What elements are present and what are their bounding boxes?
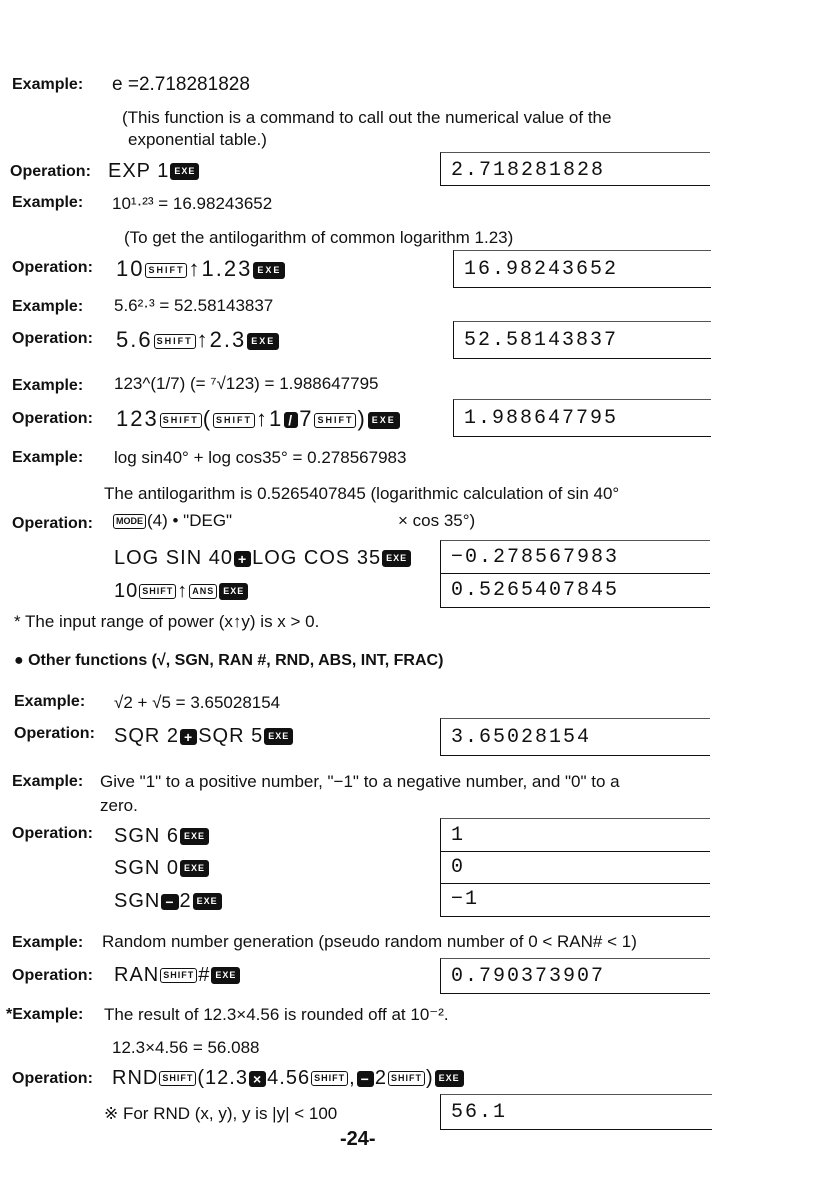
sgn-operation-3	[114, 890, 223, 913]
sgn-example-line1: Give "1" to a positive number, "−1" to a negative number, and "0" to a	[100, 772, 620, 791]
operation-label: Operation:	[14, 725, 95, 742]
log-note-line1: The antilogarithm is 0.5265407845 (logarithmic calculation of sin 40°	[104, 484, 620, 503]
sgn-op2: SGN 0	[114, 857, 180, 879]
example-label: Example:	[12, 449, 84, 466]
plus-key-icon: +	[234, 551, 251, 567]
sgn-op3-b: 2	[179, 890, 192, 912]
pow10-display: 16.98243652	[453, 250, 711, 288]
e-note-line1: (This function is a command to call out the numerical value of the	[122, 108, 612, 127]
operation-label: Operation:	[12, 1070, 93, 1087]
log-op-c: 10	[114, 580, 139, 602]
shift-key-icon: SHIFT	[311, 1071, 348, 1086]
minus-key-icon: −	[161, 894, 178, 910]
shift-key-icon: SHIFT	[160, 968, 197, 983]
e-example: e =2.718281828	[112, 74, 250, 95]
pow-operation: 5.6 SHIFT ↑2.3 EXE	[116, 327, 280, 353]
operation-label: Operation:	[12, 410, 93, 427]
root-op-b: 1	[269, 406, 284, 431]
other-functions-heading: ● Other functions (√, SGN, RAN #, RND, ABS, INT, FRAC)	[14, 652, 444, 669]
log-note-line2: × cos 35°)	[398, 511, 476, 530]
pow-example: 5.6²·³ = 52.58143837	[114, 296, 274, 315]
operation-label: Operation:	[12, 515, 93, 532]
mode-key-icon: MODE	[113, 514, 146, 529]
pow10-op-b: 1.23	[201, 256, 253, 281]
ran-display: 0.790373907	[440, 958, 710, 994]
shift-key-icon: SHIFT	[139, 584, 176, 599]
log-op-a: LOG SIN 40	[114, 547, 233, 569]
e-operation-text: EXP 1	[108, 160, 170, 182]
exe-key-icon: EXE	[382, 550, 411, 567]
sgn-operation-2	[114, 857, 210, 880]
root-op-a: 123	[116, 406, 159, 431]
shift-key-icon: SHIFT	[159, 1071, 196, 1086]
log-operation-line2: 10 SHIFT ↑ ANS EXE	[114, 580, 249, 603]
exe-key-icon: EXE	[247, 333, 279, 350]
sgn-op3-a: SGN	[114, 890, 161, 912]
operation-label: Operation:	[12, 967, 93, 984]
log-mode: MODE (4) • "DEG"	[112, 511, 232, 531]
exe-key-icon: EXE	[219, 583, 248, 600]
e-note-line2: exponential table.)	[128, 130, 267, 149]
pow-display: 52.58143837	[453, 321, 711, 359]
sgn-op1: SGN 6	[114, 825, 180, 847]
pow-op-b: 2.3	[209, 327, 247, 352]
sqr-op-b: SQR 5	[198, 725, 264, 747]
ran-operation: RAN SHIFT # EXE	[114, 964, 241, 987]
shift-key-icon: SHIFT	[314, 413, 356, 428]
shift-key-icon: SHIFT	[160, 413, 202, 428]
sgn-operation-1	[114, 825, 210, 848]
operation-label: Operation:	[12, 825, 93, 842]
rnd-op-d: 2	[374, 1067, 387, 1089]
log-display-1: −0.278567983	[440, 540, 710, 574]
e-display: 2.718281828	[440, 152, 710, 186]
exe-key-icon: EXE	[253, 262, 285, 279]
example-label: Example:	[12, 773, 84, 790]
sgn-display-3: −1	[440, 884, 710, 917]
sqr-op-a: SQR 2	[114, 725, 180, 747]
exe-key-icon: EXE	[435, 1070, 464, 1087]
root-display: 1.988647795	[453, 399, 711, 437]
exe-key-icon: EXE	[180, 860, 209, 877]
rnd-example-line2: 12.3×4.56 = 56.088	[112, 1038, 260, 1057]
exe-key-icon: EXE	[180, 828, 209, 845]
rnd-operation: RND SHIFT (12.3 × 4.56 SHIFT , − 2 SHIFT ) EXE	[112, 1067, 465, 1090]
exe-key-icon: EXE	[193, 893, 222, 910]
pow10-op-a: 10	[116, 256, 145, 281]
power-footnote: * The input range of power (x↑y) is x > 0.	[14, 612, 320, 631]
pow10-operation: 10 SHIFT ↑1.23 EXE	[116, 256, 286, 282]
rnd-op-c: 4.56	[267, 1067, 311, 1089]
plus-key-icon: +	[180, 729, 197, 745]
pow10-note: (To get the antilogarithm of common logarithm 1.23)	[124, 228, 514, 247]
rnd-note: ※ For RND (x, y), y is |y| < 100	[104, 1104, 338, 1123]
shift-key-icon: SHIFT	[388, 1071, 425, 1086]
log-op-b: LOG COS 35	[252, 547, 382, 569]
minus-key-icon: −	[357, 1071, 374, 1087]
root-operation: 123 SHIFT ( SHIFT ↑1 / 7 SHIFT ) EXE	[116, 406, 401, 432]
exe-key-icon: EXE	[211, 967, 240, 984]
example-label: *Example:	[6, 1006, 84, 1023]
sgn-display-1: 1	[440, 818, 710, 852]
root-example: 123^(1/7) (= ⁷√123) = 1.988647795	[114, 374, 379, 393]
shift-key-icon: SHIFT	[213, 413, 255, 428]
example-label: Example:	[12, 377, 84, 394]
times-key-icon: ×	[249, 1071, 266, 1087]
example-label: Example:	[14, 693, 86, 710]
rnd-op-b: 12.3	[205, 1067, 248, 1089]
sgn-display-2: 0	[440, 852, 710, 884]
exe-key-icon: EXE	[368, 412, 400, 429]
root-op-c: 7	[299, 406, 314, 431]
exe-key-icon: EXE	[264, 728, 293, 745]
rnd-op-a: RND	[112, 1067, 159, 1089]
sqr-example: √2 + √5 = 3.65028154	[114, 693, 281, 712]
rnd-display: 56.1	[440, 1094, 712, 1130]
ran-op: RAN	[114, 964, 160, 986]
shift-key-icon: SHIFT	[145, 263, 187, 278]
example-label: Example:	[12, 934, 84, 951]
sqr-display: 3.65028154	[440, 718, 710, 756]
pow10-example: 10¹·²³ = 16.98243652	[112, 194, 273, 213]
divide-key-icon: /	[284, 412, 298, 428]
log-operation-line1	[114, 547, 412, 570]
example-label: Example:	[12, 76, 84, 93]
page-number: -24-	[340, 1128, 376, 1150]
sgn-example-line2: zero.	[100, 796, 138, 815]
ans-key-icon: ANS	[189, 584, 217, 599]
log-display-2: 0.5265407845	[440, 574, 710, 608]
operation-label: Operation:	[12, 259, 93, 276]
e-operation	[108, 160, 200, 183]
operation-label: Operation:	[12, 330, 93, 347]
shift-key-icon: SHIFT	[154, 334, 196, 349]
ran-example: Random number generation (pseudo random number of 0 < RAN# < 1)	[102, 932, 637, 951]
log-example: log sin40° + log cos35° = 0.278567983	[114, 448, 407, 467]
rnd-example: The result of 12.3×4.56 is rounded off at 10⁻².	[104, 1005, 449, 1024]
log-mode-text: • "DEG"	[172, 511, 233, 530]
example-label: Example:	[12, 194, 84, 211]
example-label: Example:	[12, 298, 84, 315]
pow-op-a: 5.6	[116, 327, 153, 352]
sqr-operation	[114, 725, 294, 748]
operation-label: Operation:	[10, 163, 91, 180]
exe-key-icon: EXE	[170, 163, 199, 180]
